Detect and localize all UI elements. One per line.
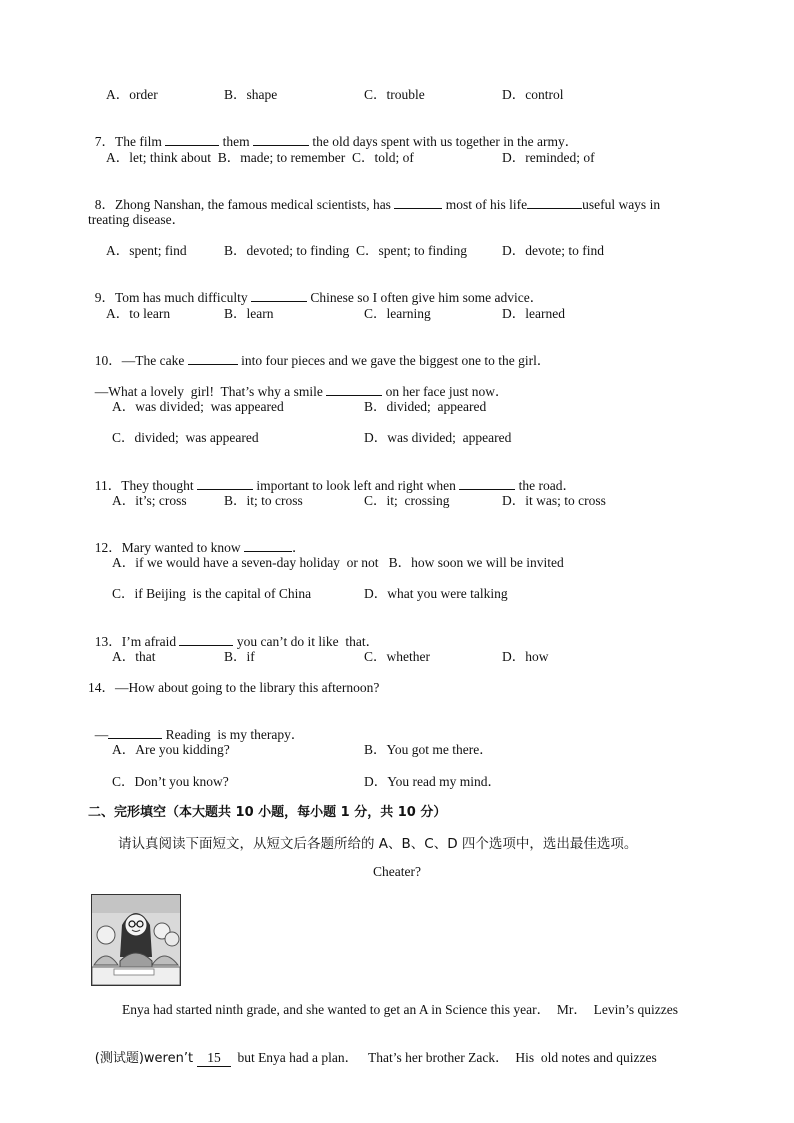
q12-option-c: C．if Beijing is the capital of China — [112, 586, 312, 601]
q8-option-d: D．devote; to find — [502, 243, 604, 258]
passage-line-2: (测试题)weren’t 15 but Enya had a plan． That’s her brother Zack． His old notes and quizzes — [94, 1050, 657, 1066]
q12-options-ab: A．if we would have a seven-day holiday or not B．how soon we will be invited — [112, 555, 564, 570]
answer-blank — [165, 133, 219, 146]
question-8: 8．Zhong Nanshan, the famous medical scientists, has most of his life useful ways in — [94, 197, 661, 212]
q13-option-d: D．how — [502, 649, 549, 664]
q10-option-c: C．divided; was appeared — [112, 430, 259, 445]
q9-option-c: C．learning — [364, 306, 431, 321]
q11-option-c: C．it; crossing — [364, 493, 450, 508]
q7-option-d: D．reminded; of — [502, 150, 595, 165]
passage-illustration — [91, 894, 181, 986]
q14-option-c: C．Don’t you know? — [112, 774, 229, 789]
q10-option-a: A．was divided; was appeared — [112, 399, 284, 414]
q7-options-abc: A．let; think about B．made; to remember C．told; of — [106, 150, 414, 165]
question-7: 7．The film them the old days spent with us together in the army． — [94, 134, 579, 149]
answer-blank — [251, 289, 307, 302]
q13-option-b: B．if — [224, 649, 255, 664]
q6-option-d: D．control — [502, 87, 564, 102]
q8-options-bc: B．devoted; to finding C．spent; to finding — [224, 243, 467, 258]
q6-option-a: A．order — [106, 87, 158, 102]
blank-15: 15 — [197, 1050, 231, 1067]
q11-option-b: B．it; to cross — [224, 493, 303, 508]
q14-option-b: B．You got me there． — [364, 742, 493, 757]
q13-option-c: C．whether — [364, 649, 430, 664]
question-10: 10．—The cake into four pieces and we gave the biggest one to the girl． — [94, 353, 551, 368]
q6-option-b: B．shape — [224, 87, 278, 102]
q6-option-c: C．trouble — [364, 87, 425, 102]
passage-line-1: Enya had started ninth grade, and she wanted to get an A in Science this year． Mr． Levin’s quizzes — [122, 1002, 678, 1017]
q9-option-a: A．to learn — [106, 306, 171, 321]
q9-option-b: B．learn — [224, 306, 274, 321]
q13-option-a: A．that — [112, 649, 156, 664]
q11-option-a: A．it’s; cross — [112, 493, 187, 508]
q10-option-b: B．divided; appeared — [364, 399, 487, 414]
answer-blank — [527, 196, 582, 209]
q11-option-d: D．it was; to cross — [502, 493, 606, 508]
question-8-cont: treating disease． — [88, 212, 186, 227]
q14-option-d: D．You read my mind． — [364, 774, 502, 789]
q9-option-d: D．learned — [502, 306, 565, 321]
answer-blank — [394, 196, 442, 209]
section-heading: 二、完形填空（本大题共 10 小题，每小题 1 分，共 10 分） — [88, 805, 447, 820]
q12-option-d: D．what you were talking — [364, 586, 508, 601]
q14-option-a: A．Are you kidding? — [112, 742, 230, 757]
question-13: 13．I’m afraid you can’t do it like that． — [94, 634, 380, 649]
question-10-cont: —What a lovely girl! That’s why a smile on her face just now． — [94, 384, 509, 399]
question-11: 11．They thought important to look left and right when the road． — [94, 478, 576, 493]
question-9: 9．Tom has much difficulty Chinese so I often give him some advice． — [94, 290, 544, 305]
question-14: 14．—How about going to the library this afternoon? — [88, 680, 380, 695]
section-instruction: 请认真阅读下面短文，从短文后各题所给的 A、B、C、D 四个选项中，选出最佳选项。 — [118, 836, 638, 852]
q10-option-d: D．was divided; appeared — [364, 430, 512, 445]
q8-option-a: A．spent; find — [106, 243, 187, 258]
question-14-reply: — Reading is my therapy． — [94, 727, 305, 742]
passage-title: Cheater? — [373, 864, 421, 879]
answer-blank — [253, 133, 309, 146]
question-12: 12．Mary wanted to know ． — [94, 540, 306, 555]
